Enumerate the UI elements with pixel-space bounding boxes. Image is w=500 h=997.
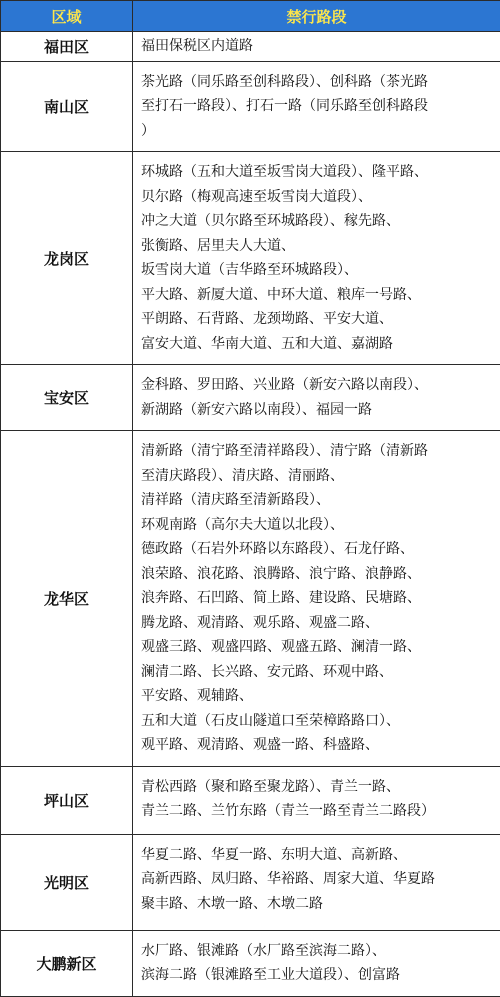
roads-line: 浪荣路、浪花路、浪腾路、浪宁路、浪静路、 bbox=[141, 562, 494, 587]
roads-line: 水厂路、银滩路（水厂路至滨海二路）、 bbox=[141, 939, 494, 964]
roads-line: 澜清二路、长兴路、安元路、环观中路、 bbox=[141, 660, 494, 685]
roads-line: 张衡路、居里夫人大道、 bbox=[141, 234, 494, 259]
roads-line: 青松西路（聚和路至聚龙路）、青兰一路、 bbox=[141, 775, 494, 800]
roads-cell bbox=[133, 834, 500, 930]
roads-line: 观平路、观清路、观盛一路、科盛路、 bbox=[141, 733, 494, 758]
roads-line: 至清庆路段）、清庆路、清丽路、 bbox=[141, 464, 494, 489]
district-cell: 光明区 bbox=[1, 834, 133, 930]
header-district: 区域 bbox=[1, 1, 133, 32]
roads-line: 观盛三路、观盛四路、观盛五路、澜清一路、 bbox=[141, 635, 494, 660]
table-header-row bbox=[1, 1, 500, 32]
header-restricted-roads: 禁行路段 bbox=[133, 1, 500, 32]
roads-line: 高新西路、凤归路、华裕路、周家大道、华夏路 bbox=[141, 867, 494, 892]
roads-line: 华夏二路、华夏一路、东明大道、高新路、 bbox=[141, 843, 494, 868]
roads-cell bbox=[133, 152, 500, 365]
table-row bbox=[1, 32, 500, 62]
roads-line: 新湖路（新安六路以南段）、福园一路 bbox=[141, 398, 494, 423]
roads-line: 茶光路（同乐路至创科路段）、创科路（茶光路 bbox=[141, 70, 494, 95]
roads-line: 坂雪岗大道（吉华路至环城路段）、 bbox=[141, 258, 494, 283]
district-cell: 龙岗区 bbox=[1, 152, 133, 365]
district-cell: 福田区 bbox=[1, 32, 133, 62]
roads-line: 青兰二路、兰竹东路（青兰一路至青兰二路段） bbox=[141, 799, 494, 824]
roads-line: 浪奔路、石凹路、简上路、建设路、民塘路、 bbox=[141, 586, 494, 611]
roads-cell bbox=[133, 32, 500, 62]
roads-line: 德政路（石岩外环路以东路段）、石龙仔路、 bbox=[141, 537, 494, 562]
district-cell: 大鹏新区 bbox=[1, 930, 133, 996]
district-cell: 坪山区 bbox=[1, 766, 133, 834]
district-cell: 宝安区 bbox=[1, 365, 133, 431]
roads-line: 平大路、新厦大道、中环大道、粮库一号路、 bbox=[141, 283, 494, 308]
table-row bbox=[1, 152, 500, 365]
roads-line: 腾龙路、观清路、观乐路、观盛二路、 bbox=[141, 611, 494, 636]
roads-line: 金科路、罗田路、兴业路（新安六路以南段）、 bbox=[141, 373, 494, 398]
table-row bbox=[1, 766, 500, 834]
roads-line: 平朗路、石背路、龙颈坳路、平安大道、 bbox=[141, 307, 494, 332]
roads-cell bbox=[133, 61, 500, 152]
roads-line: 滨海二路（银滩路至工业大道段）、创富路 bbox=[141, 963, 494, 988]
roads-line: 至打石一路段）、打石一路（同乐路至创科路段 bbox=[141, 94, 494, 119]
roads-cell bbox=[133, 431, 500, 767]
roads-cell bbox=[133, 930, 500, 996]
roads-line: 聚丰路、木墩一路、木墩二路 bbox=[141, 892, 494, 917]
roads-line: 五和大道（石皮山隧道口至荣樟路路口）、 bbox=[141, 709, 494, 734]
roads-line: 富安大道、华南大道、五和大道、嘉湖路 bbox=[141, 332, 494, 357]
roads-line: 平安路、观辅路、 bbox=[141, 684, 494, 709]
roads-line: 清新路（清宁路至清祥路段）、清宁路（清新路 bbox=[141, 439, 494, 464]
roads-line: 环观南路（高尔夫大道以北段）、 bbox=[141, 513, 494, 538]
roads-line: 福田保税区内道路 bbox=[141, 34, 494, 59]
roads-cell bbox=[133, 766, 500, 834]
roads-line: 环城路（五和大道至坂雪岗大道段）、隆平路、 bbox=[141, 160, 494, 185]
roads-cell bbox=[133, 365, 500, 431]
roads-line: 贝尔路（梅观高速至坂雪岗大道段）、 bbox=[141, 185, 494, 210]
district-cell: 龙华区 bbox=[1, 431, 133, 767]
table-row bbox=[1, 61, 500, 152]
roads-line: 清祥路（清庆路至清新路段）、 bbox=[141, 488, 494, 513]
table-row bbox=[1, 365, 500, 431]
table-row bbox=[1, 834, 500, 930]
roads-line: ） bbox=[141, 119, 494, 144]
table-row bbox=[1, 930, 500, 996]
district-cell: 南山区 bbox=[1, 61, 133, 152]
table-row bbox=[1, 431, 500, 767]
roads-line: 冲之大道（贝尔路至环城路段）、稼先路、 bbox=[141, 209, 494, 234]
